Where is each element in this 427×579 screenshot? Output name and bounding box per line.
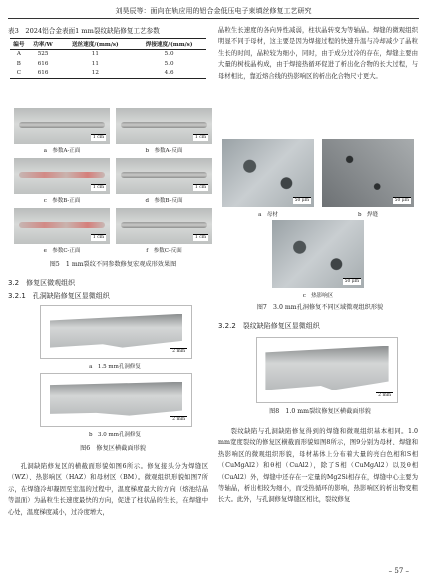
table-cell: 5.0 bbox=[164, 60, 174, 67]
running-header: 刘昊辰等：面向在轨应用的铝合金低压电子束填丝修复工艺研究 bbox=[8, 5, 419, 19]
subfigure-label: b 参数A-反面 bbox=[145, 148, 183, 154]
fig8-photo bbox=[256, 337, 398, 403]
fig5-photo-e bbox=[14, 208, 110, 244]
subfigure-label: e 参数C-正面 bbox=[43, 248, 81, 254]
subfigure-label: b 3.0 mm孔洞修复 bbox=[89, 432, 141, 438]
figure-caption: 图5 1 mm裂纹不同参数修复宏观成形效果图 bbox=[49, 261, 177, 268]
table-cell: 5.0 bbox=[164, 51, 174, 58]
scale-bar: 2 mm bbox=[378, 393, 391, 398]
subfigure-label: a 参数A-正面 bbox=[43, 148, 81, 154]
fig5-photo-d bbox=[116, 158, 212, 194]
scale-bar: 50 μm bbox=[344, 279, 359, 284]
figure-caption: 图6 修复区横截面形貌 bbox=[80, 445, 146, 452]
figure-caption: 图8 1.0 mm裂纹修复区横截面形貌 bbox=[269, 408, 371, 415]
scale-bar: 1 cm bbox=[194, 235, 206, 240]
section-heading: 3.2 修复区微观组织 bbox=[8, 279, 76, 287]
subfigure-label: c 热影响区 bbox=[302, 293, 334, 299]
body-paragraph: 晶粒生长速度的各向异性减弱，柱状晶转变为等轴晶。焊缝的微观组织明显不同于母材，这主要是因为焊接过程的快速升温与冷却减少了晶粒生长的时间，晶粒较为细小，同时，由于成分过冷的存在，焊缝主要由大量的树枝晶构成，由于焊接热循环促进了析出化合物的长大过程，与母材相比，靠近熔合线的热影响区的析出化合物尺寸更大。 bbox=[218, 27, 418, 80]
table-cell: 11 bbox=[91, 60, 99, 67]
subfigure-label: a 母材 bbox=[258, 212, 278, 218]
figure-caption: 图7 3.0 mm孔洞修复不同区域微观组织形貌 bbox=[256, 304, 384, 311]
scale-bar: 50 μm bbox=[294, 198, 309, 203]
process-parameter-table bbox=[10, 38, 206, 79]
table-cell: 616 bbox=[37, 60, 49, 67]
table-cell: 616 bbox=[37, 70, 49, 77]
table-cell: A bbox=[16, 51, 21, 58]
fig5-photo-c bbox=[14, 158, 110, 194]
scale-bar: 1 cm bbox=[194, 135, 206, 140]
scale-bar: 1 cm bbox=[92, 185, 104, 190]
table-cell: 4.6 bbox=[164, 70, 174, 77]
subfigure-label: c 参数B-正面 bbox=[43, 198, 81, 204]
subfigure-label: f 参数C-反面 bbox=[146, 248, 182, 254]
fig6-photo-b bbox=[40, 373, 192, 427]
body-paragraph: 裂纹缺陷与孔洞缺陷修复得到的焊缝和微观组织基本相同。1.0 mm宽度裂纹的修复区横截面形貌如图8所示，图9分别为母材、焊缝和热影响区的微观组织形貌，母材基体上分布着大量的亮白色相和S相（CuMgAl2）和θ相（CuAl2），除了S相（CuMgAl2）以及θ相（CuAl2）外，焊缝中还存在一定量的Mg2Si相存在，焊缝中心主要为等轴晶，析出相较为细小，而受热循环的影响，热影响区的析出物变粗长大。此外，与孔洞修复焊缝区相比，裂纹修复 bbox=[218, 428, 418, 504]
fig7-micro-a bbox=[222, 139, 314, 207]
subsection-heading: 3.2.2 裂纹缺陷修复区显微组织 bbox=[218, 322, 320, 330]
left-column bbox=[8, 25, 208, 79]
subfigure-label: b 焊缝 bbox=[357, 212, 379, 218]
table-cell: B bbox=[16, 60, 21, 67]
table-row bbox=[10, 69, 206, 79]
fig6-photo-a bbox=[40, 305, 192, 359]
fig5-photo-a bbox=[14, 108, 110, 144]
subfigure-label: d 参数B-反面 bbox=[145, 198, 183, 204]
table-row bbox=[10, 49, 206, 59]
table-cell: 11 bbox=[91, 51, 99, 58]
scale-bar: 50 μm bbox=[394, 198, 409, 203]
scale-bar: 1 cm bbox=[194, 185, 206, 190]
table-header: 送丝速度/(mm/s) bbox=[71, 41, 119, 48]
table-header: 编号 bbox=[13, 41, 25, 48]
table-cell: C bbox=[16, 70, 21, 77]
scale-bar: 2 mm bbox=[172, 417, 185, 422]
table-cell: 12 bbox=[91, 70, 99, 77]
scale-bar: 1 cm bbox=[92, 235, 104, 240]
table-cell: 525 bbox=[37, 51, 49, 58]
table-header: 功率/W bbox=[33, 41, 53, 48]
subfigure-label: a 1.5 mm孔洞修复 bbox=[89, 364, 141, 370]
table-row bbox=[10, 59, 206, 69]
scale-bar: 1 cm bbox=[92, 135, 104, 140]
fig5-photo-f bbox=[116, 208, 212, 244]
fig7-micro-b bbox=[322, 139, 414, 207]
subsection-heading: 3.2.1 孔洞缺陷修复区显微组织 bbox=[8, 292, 110, 300]
table-header: 焊接速度/(mm/s) bbox=[145, 41, 193, 48]
fig5-photo-b bbox=[116, 108, 212, 144]
scale-bar: 2 mm bbox=[172, 349, 185, 354]
fig7-micro-c bbox=[272, 220, 364, 288]
page-number: – 57 – bbox=[388, 567, 409, 575]
table-caption: 表3 2024铝合金表面1 mm裂纹缺陷修复工艺参数 bbox=[8, 27, 160, 35]
body-paragraph: 孔洞缺陷修复区的横截面形貌如图6所示。修复接头分为焊缝区（WZ）、热影响区（HAZ）和母材区（BM）。微观组织形貌如图7所示，在焊缝冷却凝固至室温的过程中，温度梯度最大的方向（熔池结晶等温面）为晶粒生长速度最快的方向，促进了柱状晶的生长，在焊缝中心处，温度梯度减小，过冷度增大， bbox=[8, 463, 208, 516]
